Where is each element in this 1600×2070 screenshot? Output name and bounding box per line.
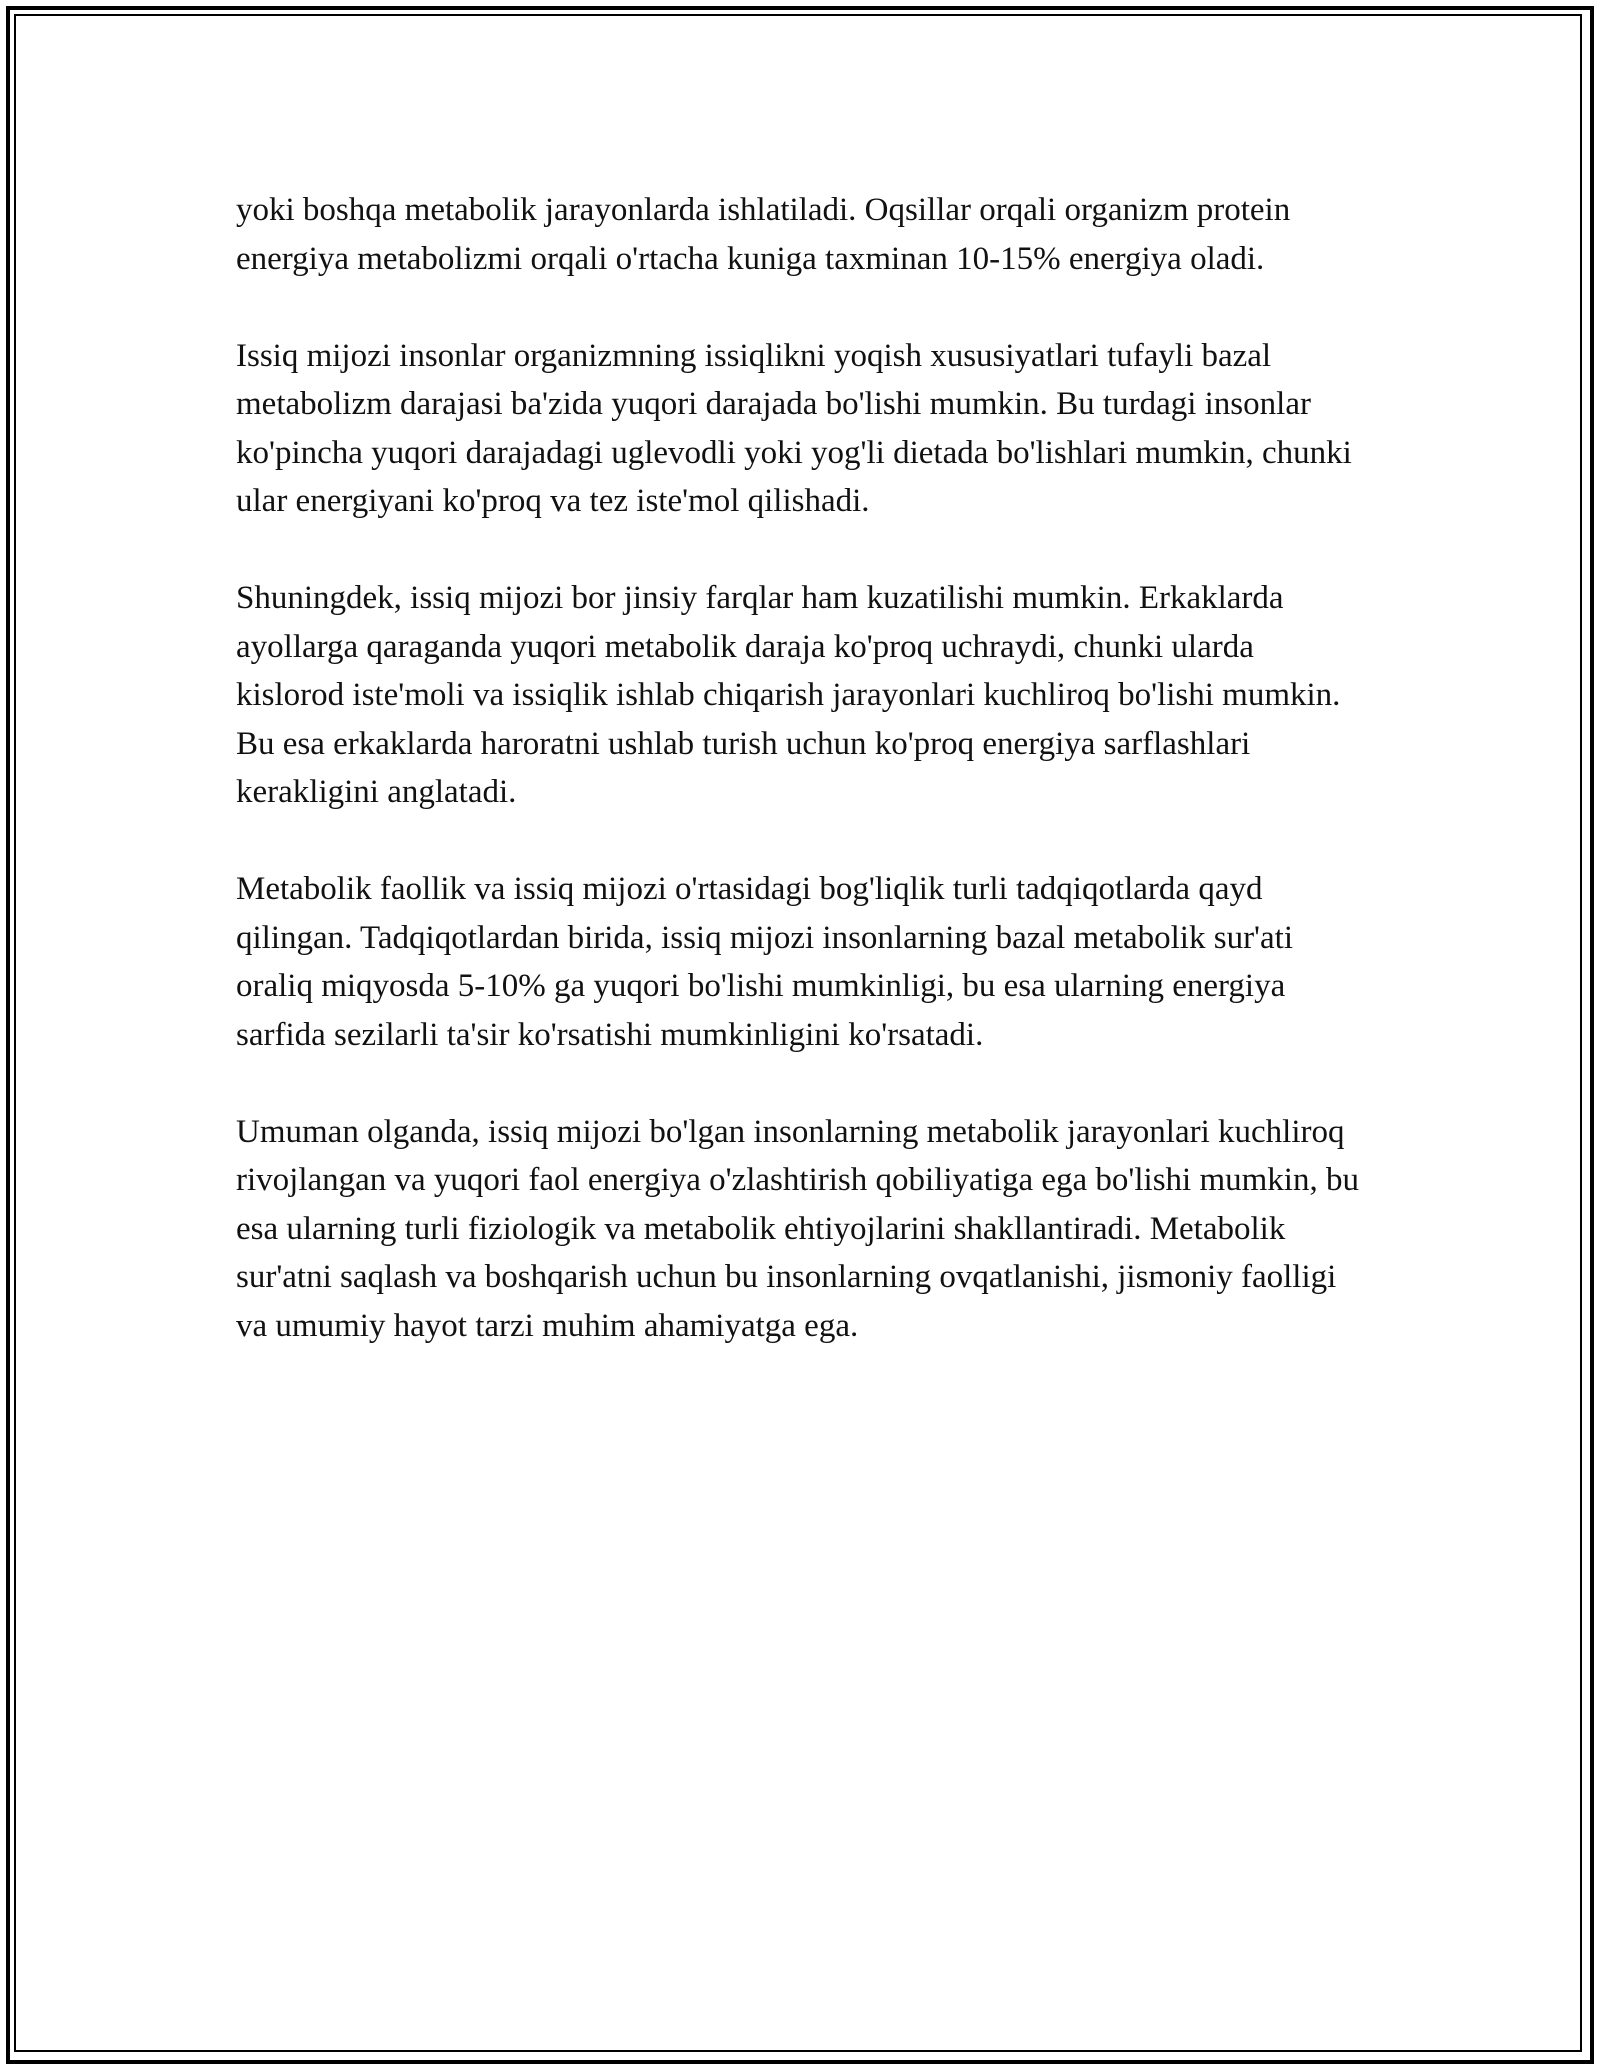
paragraph-1: yoki boshqa metabolik jarayonlarda ishlatiladi. Oqsillar orqali organizm protein energiya metabolizmi orqali o'rtacha kuniga taxminan 10-15% energiya oladi.: [236, 192, 1291, 277]
paragraph-4: Metabolik faollik va issiq mijozi o'rtasidagi bog'liqlik turli tadqiqotlarda qayd qilingan. Tadqiqotlardan birida, issiq mijozi insonlarning bazal metabolik sur'ati oraliq miqyosda 5-10% ga yuqori bo'lishi mumkinligi, bu esa ularning energiya sarfida sezilarli ta'sir ko'rsatishi mumkinligini ko'rsatadi.: [236, 871, 1293, 1053]
paragraph-5: Umuman olganda, issiq mijozi bo'lgan insonlarning metabolik jarayonlari kuchliroq rivojlangan va yuqori faol energiya o'zlashtirish qobiliyatiga ega bo'lishi mumkin, bu esa ularning turli fiziologik va metabolik ehtiyojlarini shakllantiradi. Metabolik sur'atni saqlash va boshqarish uchun bu insonlarning ovqatlanishi, jismoniy faolligi va umumiy hayot tarzi muhim ahamiyatga ega.: [236, 1113, 1359, 1344]
paragraph-3: Shuningdek, issiq mijozi bor jinsiy farqlar ham kuzatilishi mumkin. Erkaklarda ayollarga qaraganda yuqori metabolik daraja ko'proq uchraydi, chunki ularda kislorod iste'moli va issiqlik ishlab chiqarish jarayonlari kuchliroq bo'lishi mumkin. Bu esa erkaklarda haroratni ushlab turish uchun ko'proq energiya sarflashlari kerakligini anglatadi.: [236, 580, 1341, 810]
paragraph-2: Issiq mijozi insonlar organizmning issiqlikni yoqish xususiyatlari tufayli bazal metabolizm darajasi ba'zida yuqori darajada bo'lishi mumkin. Bu turdagi insonlar ko'pincha yuqori darajadagi uglevodli yoki yog'li dietada bo'lishlari mumkin, chunki ular energiyani ko'proq va tez iste'mol qilishadi.: [236, 337, 1352, 519]
document-body: [236, 186, 1366, 1350]
